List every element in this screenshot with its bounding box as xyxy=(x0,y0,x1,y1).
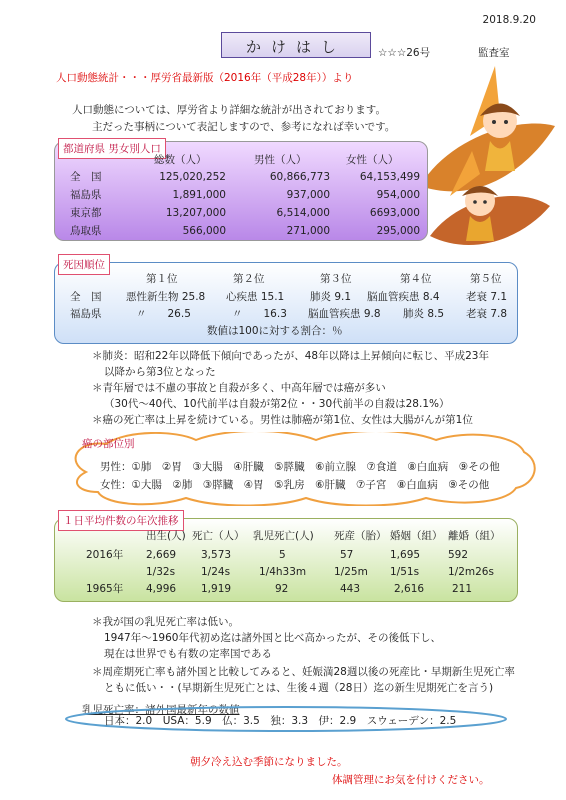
header-total: 総数（人） xyxy=(154,154,207,166)
daily-header: 出生(人) xyxy=(146,530,186,542)
daily-cell: 57 xyxy=(340,549,354,561)
pop-row-male: 271,000 xyxy=(286,225,330,237)
note-line: ともに低い・・(早期新生児死亡とは、生後４週（28日）迄の新生児期死亡を言う) xyxy=(104,682,494,694)
daily-header: 離婚（組） xyxy=(448,530,501,542)
intro-line-1: 人口動態については、厚労省より詳細な統計が出されております。 xyxy=(72,104,386,116)
cause-cell: 脳血管疾患 9.8 xyxy=(308,308,381,320)
pop-row-female: 64,153,499 xyxy=(359,171,420,183)
daily-cell: 592 xyxy=(448,549,469,561)
cause-cell: 老衰 7.1 xyxy=(466,291,508,303)
cause-row-name: 福島県 xyxy=(70,308,102,320)
causes-footnote: 数値は100に対する割合：％ xyxy=(207,325,343,337)
pop-row-female: 954,000 xyxy=(376,189,420,201)
daily-header: 乳児死亡(人) xyxy=(253,530,314,542)
pop-row-total: 566,000 xyxy=(182,225,226,237)
newsletter-title: かけはし xyxy=(245,38,346,56)
daily-cell: 1/25m xyxy=(334,566,368,578)
department-name: 監査室 xyxy=(478,47,510,59)
rank-header: 第３位 xyxy=(320,273,352,285)
cancer-female-sites: 女性：①大腸 ②肺 ③膵臓 ④胃 ⑤乳房 ⑥肝臓 ⑦子宮 ⑧白血病 ⑨その他 xyxy=(100,479,490,491)
cancer-label: 癌の部位別 xyxy=(82,438,135,450)
daily-cell: 2,616 xyxy=(394,583,425,595)
daily-cell: 3,573 xyxy=(201,549,232,561)
cause-cell: 肺炎 9.1 xyxy=(310,291,352,303)
issue-number: ☆☆☆26号 xyxy=(378,47,431,59)
header-male: 男性（人） xyxy=(254,154,307,166)
infant-label: 乳児死亡率：諸外国最新年の数値 xyxy=(82,704,240,716)
daily-cell: 1/51s xyxy=(390,566,420,578)
daily-cell: 1/4h33m xyxy=(259,566,307,578)
note-line: ＊肺炎：昭和22年以降低下傾向であったが、48年以降は上昇傾向に転じ、平成23年 xyxy=(92,350,489,362)
cancer-male-sites: 男性：①肺 ②胃 ③大腸 ④肝臓 ⑤膵臓 ⑥前立腺 ⑦食道 ⑧白血病 ⑨その他 xyxy=(100,461,500,473)
daily-cell: 4,996 xyxy=(146,583,177,595)
daily-cell: 1,919 xyxy=(201,583,232,595)
causes-label: 死因順位 xyxy=(58,254,110,275)
rank-header: 第５位 xyxy=(470,273,502,285)
daily-header: 死産（胎） xyxy=(334,530,387,542)
pop-row-total: 1,891,000 xyxy=(172,189,226,201)
newsletter-banner xyxy=(221,32,371,58)
daily-year: 1965年 xyxy=(86,583,124,595)
daily-cell: 5 xyxy=(279,549,286,561)
note-line: 1947年～1960年代初め迄は諸外国と比べ高かったが、その後低下し、 xyxy=(104,632,441,644)
note-line: 以降から第3位となった xyxy=(104,366,216,378)
daily-header: 死亡（人） xyxy=(192,530,245,542)
daily-cell: 1/32s xyxy=(146,566,176,578)
cause-cell: 〃 26.5 xyxy=(136,308,191,320)
source-note: 人口動態統計・・・厚労省最新版（2016年（平成28年））より xyxy=(56,72,354,84)
rank-header: 第１位 xyxy=(146,273,178,285)
daily-year: 2016年 xyxy=(86,549,124,561)
pop-row-total: 125,020,252 xyxy=(159,171,226,183)
note-line: 現在は世界でも有数の定率国である xyxy=(104,648,272,660)
closing-line-2: 体調管理にお気を付けください。 xyxy=(332,774,490,786)
pop-row-name: 東京都 xyxy=(70,207,102,219)
daily-label: １日平均件数の年次推移 xyxy=(58,510,184,531)
pop-row-male: 6,514,000 xyxy=(276,207,330,219)
rank-header: 第４位 xyxy=(400,273,432,285)
note-line: ＊我が国の乳児死亡率は低い。 xyxy=(92,616,239,628)
cause-cell: 肺炎 8.5 xyxy=(403,308,445,320)
cause-row-name: 全 国 xyxy=(70,291,102,303)
infant-values: 日本：2.0 USA：5.9 仏：3.5 独：3.3 伊：2.9 スウェーデン：2.5 xyxy=(104,715,457,727)
pop-row-name: 鳥取県 xyxy=(70,225,102,237)
pop-row-total: 13,207,000 xyxy=(165,207,226,219)
note-line: ＊青年層では不慮の事故と自殺が多く、中高年層では癌が多い xyxy=(92,382,386,394)
cause-cell: 悪性新生物 25.8 xyxy=(126,291,206,303)
daily-cell: 1/2m26s xyxy=(448,566,494,578)
leaf-children-illustration xyxy=(410,56,560,256)
daily-cell: 1/24s xyxy=(201,566,231,578)
pop-row-name: 全 国 xyxy=(70,171,102,183)
daily-cell: 92 xyxy=(275,583,289,595)
daily-cell: 1,695 xyxy=(390,549,421,561)
pop-row-female: 6693,000 xyxy=(369,207,420,219)
pop-row-male: 60,866,773 xyxy=(269,171,330,183)
daily-cell: 443 xyxy=(340,583,361,595)
closing-line-1: 朝夕冷え込む季節になりました。 xyxy=(190,756,348,768)
intro-line-2: 主だった事柄について表記しますので、参考になれば幸いです。 xyxy=(92,121,396,133)
cause-cell: 老衰 7.8 xyxy=(466,308,508,320)
daily-cell: 211 xyxy=(452,583,473,595)
note-line: ＊周産期死亡率も諸外国と比較してみると、妊娠満28週以後の死産比・早期新生児死亡率 xyxy=(92,666,515,678)
header-female: 女性（人） xyxy=(346,154,399,166)
note-line: ＊癌の死亡率は上昇を続けている。男性は肺癌が第1位、女性は大腸がんが第1位 xyxy=(92,414,473,426)
cause-cell: 〃 16.3 xyxy=(232,308,287,320)
pop-row-name: 福島県 xyxy=(70,189,102,201)
daily-header: 婚姻（組） xyxy=(390,530,443,542)
cause-cell: 心疾患 15.1 xyxy=(226,291,285,303)
daily-cell: 2,669 xyxy=(146,549,177,561)
pop-row-female: 295,000 xyxy=(376,225,420,237)
note-line: （30代～40代、10代前半は自殺が第2位・・30代前半の自殺は28.1%） xyxy=(104,398,450,410)
rank-header: 第２位 xyxy=(233,273,265,285)
issue-date: 2018.9.20 xyxy=(482,14,536,26)
population-label: 都道府県 男女別人口 xyxy=(58,138,166,159)
cause-cell: 脳血管疾患 8.4 xyxy=(367,291,440,303)
pop-row-male: 937,000 xyxy=(286,189,330,201)
